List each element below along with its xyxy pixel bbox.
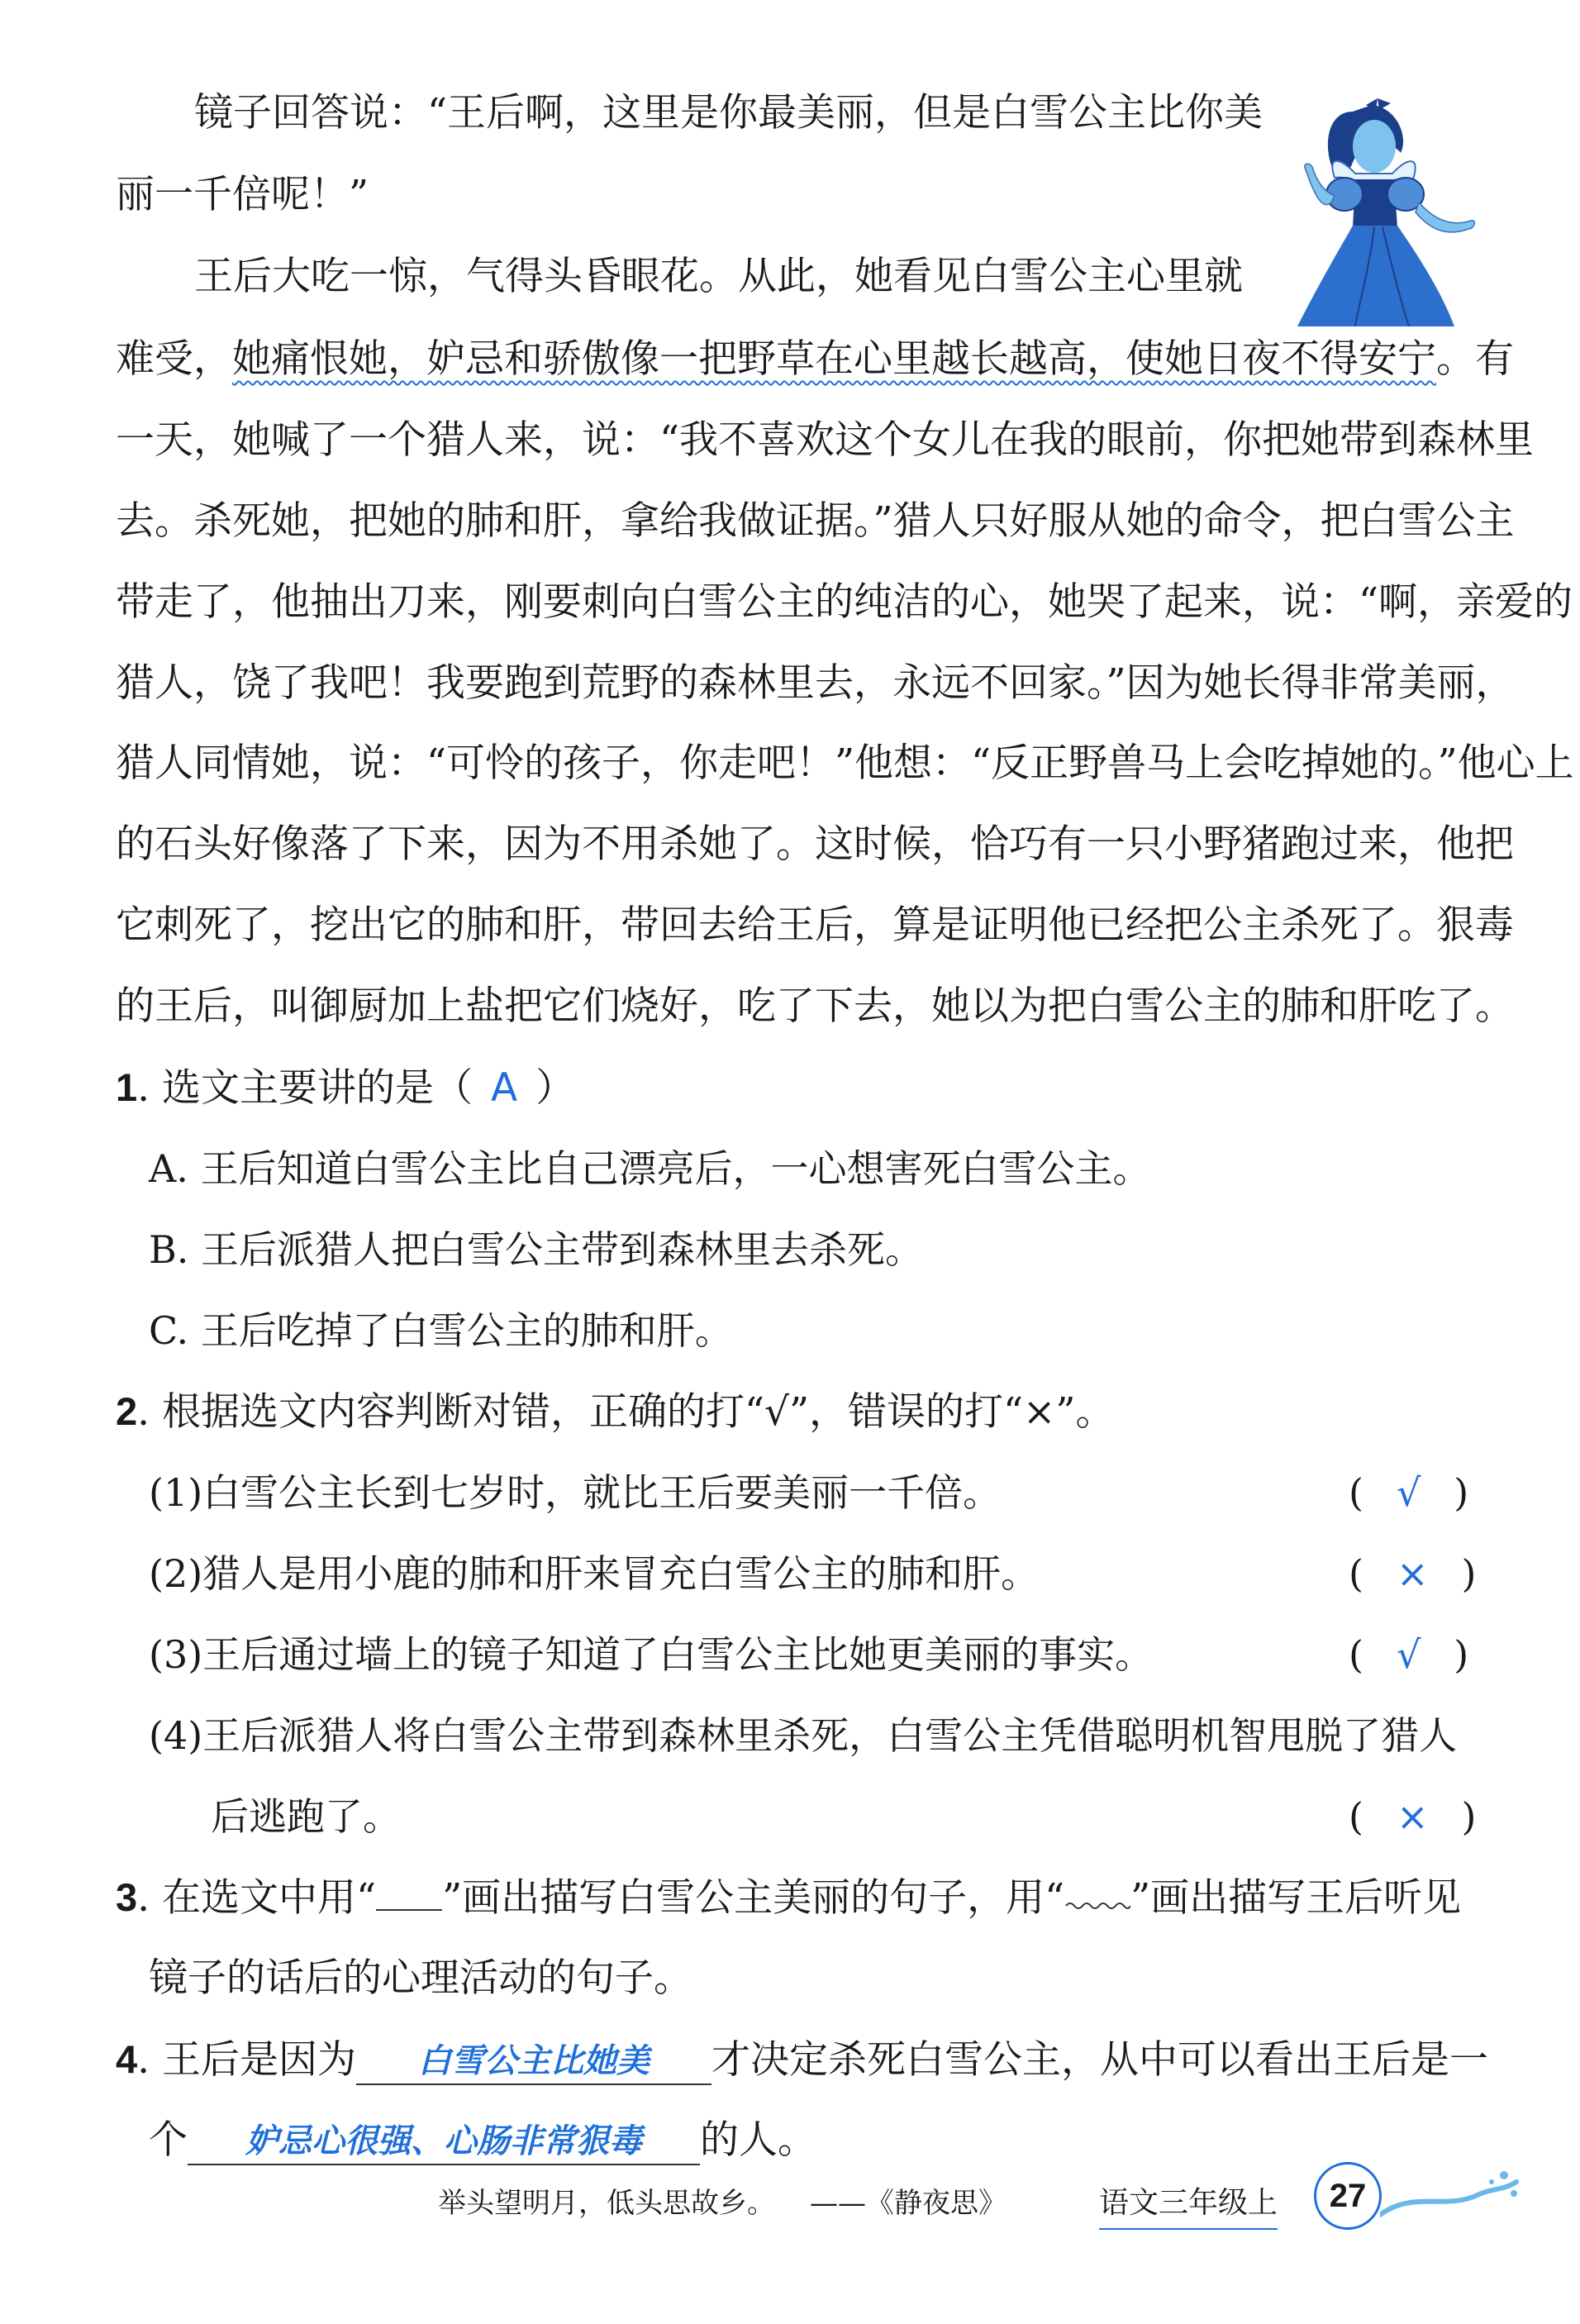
judge-mark-1: ( √ ) bbox=[1349, 1470, 1469, 1515]
judge-mark-4: ( × ) bbox=[1349, 1794, 1477, 1839]
footer-source: ——《静夜思》 bbox=[810, 2187, 1007, 2220]
question-number: 3 bbox=[116, 1875, 138, 1919]
option-b: B. 王后派猎人把白雪公主带到森林里去杀死。 bbox=[149, 1227, 924, 1272]
passage-text: 。有 bbox=[1436, 336, 1514, 382]
answer-choice: A bbox=[491, 1065, 518, 1111]
question-stem: 的人。 bbox=[700, 2117, 816, 2163]
page-number: 27 bbox=[1329, 2177, 1367, 2214]
question-number: 4 bbox=[116, 2037, 138, 2081]
passage-line: 镜子回答说：“王后啊，这里是你最美丽，但是白雪公主比你美 bbox=[194, 90, 1264, 136]
question-paren: ） bbox=[535, 1065, 575, 1111]
judge-mark-3: ( √ ) bbox=[1349, 1632, 1469, 1677]
passage-line: 去。杀死她，把她的肺和肝，拿给我做证据。”猎人只好服从她的命令，把白雪公主 bbox=[116, 498, 1515, 544]
checkmark-answer: √ bbox=[1396, 1470, 1421, 1515]
straight-line-sample bbox=[376, 1876, 442, 1911]
wavy-underlined-sentence: 她痛恨她，妒忌和骄傲像一把野草在心里越长越高，使她日夜不得安宁 bbox=[232, 336, 1436, 382]
question-4-cont bbox=[149, 2116, 816, 2165]
judge-item-2: (2)猎人是用小鹿的肺和肝来冒充白雪公主的肺和肝。 bbox=[149, 1551, 1040, 1596]
question-stem: . 根据选文内容判断对错，正确的打“√”，错误的打“×”。 bbox=[137, 1389, 1115, 1435]
question-1 bbox=[116, 1063, 574, 1113]
answer-blank-2[interactable] bbox=[188, 2117, 700, 2165]
question-number: 2 bbox=[116, 1389, 138, 1433]
question-stem: 才决定杀死白雪公主，从中可以看出王后是一 bbox=[711, 2037, 1489, 2083]
passage-line: 丽一千倍呢！” bbox=[116, 172, 369, 217]
passage-line: 王后大吃一惊，气得头昏眼花。从此，她看见白雪公主心里就 bbox=[194, 254, 1243, 299]
passage-line: 一天，她喊了一个猎人来，说：“我不喜欢这个女儿在我的眼前，你把她带到森林里 bbox=[116, 417, 1535, 463]
option-c: C. 王后吃掉了白雪公主的肺和肝。 bbox=[149, 1308, 733, 1353]
question-stem: . 在选文中用“ bbox=[137, 1875, 377, 1921]
water-splash-decoration bbox=[1380, 2165, 1521, 2223]
judge-item-3: (3)王后通过墙上的镜子知道了白雪公主比她更美丽的事实。 bbox=[149, 1632, 1154, 1677]
footer-book-label: 语文三年级上 bbox=[1099, 2179, 1278, 2230]
checkmark-answer: √ bbox=[1396, 1632, 1421, 1677]
answer-blank-1[interactable] bbox=[356, 2037, 711, 2085]
wavy-line-sample bbox=[1064, 1874, 1130, 1907]
handwritten-answer: 妒忌心很强、心肠非常狠毒 bbox=[245, 2122, 642, 2160]
question-number: 1 bbox=[116, 1065, 138, 1109]
cross-answer: × bbox=[1396, 1551, 1429, 1596]
footer-quote: 举头望明月，低头思故乡。 bbox=[438, 2187, 775, 2220]
question-stem: ”画出描写王后听见 bbox=[1130, 1875, 1462, 1921]
judge-item-4: (4)王后派猎人将白雪公主带到森林里杀死，白雪公主凭借聪明机智甩脱了猎人 bbox=[149, 1713, 1458, 1758]
passage-line: 它刺死了，挖出它的肺和肝，带回去给王后，算是证明他已经把公主杀死了。狠毒 bbox=[116, 902, 1514, 948]
option-a: A. 王后知道白雪公主比自己漂亮后，一心想害死白雪公主。 bbox=[149, 1146, 1151, 1191]
passage-line bbox=[116, 335, 1514, 384]
question-stem: ”画出描写白雪公主美丽的句子，用“ bbox=[442, 1875, 1065, 1921]
question-3 bbox=[116, 1873, 1461, 1923]
judge-item-4-cont: 后逃跑了。 bbox=[211, 1794, 401, 1839]
snow-white-illustration bbox=[1277, 87, 1479, 326]
cross-answer: × bbox=[1396, 1794, 1429, 1839]
question-4 bbox=[116, 2035, 1488, 2085]
page-number-badge bbox=[1314, 2162, 1382, 2230]
passage-text: 难受， bbox=[116, 336, 232, 382]
question-stem: . 王后是因为 bbox=[137, 2037, 357, 2083]
question-3-cont: 镜子的话后的心理活动的句子。 bbox=[149, 1955, 692, 2001]
passage-line: 猎人，饶了我吧！我要跑到荒野的森林里去，永远不回家。”因为她长得非常美丽， bbox=[116, 660, 1515, 706]
passage-line: 猎人同情她，说：“可怜的孩子，你走吧！”他想：“反正野兽马上会吃掉她的。”他心上 bbox=[116, 741, 1574, 786]
handwritten-answer: 白雪公主比她美 bbox=[418, 2042, 650, 2080]
judge-mark-2: ( × ) bbox=[1349, 1551, 1477, 1596]
passage-line: 带走了，他抽出刀来，刚要刺向白雪公主的纯洁的心，她哭了起来，说：“啊，亲爱的 bbox=[116, 579, 1573, 625]
passage-line: 的石头好像落了下来，因为不用杀她了。这时候，恰巧有一只小野猪跑过来，他把 bbox=[116, 821, 1514, 867]
question-2 bbox=[116, 1387, 1114, 1437]
question-stem: . 选文主要讲的是（ bbox=[137, 1065, 474, 1111]
judge-item-1: (1)白雪公主长到七岁时，就比王后要美丽一千倍。 bbox=[149, 1470, 1002, 1515]
question-stem: 个 bbox=[149, 2117, 188, 2163]
passage-line: 的王后，叫御厨加上盐把它们烧好，吃了下去，她以为把白雪公主的肺和肝吃了。 bbox=[116, 983, 1514, 1029]
